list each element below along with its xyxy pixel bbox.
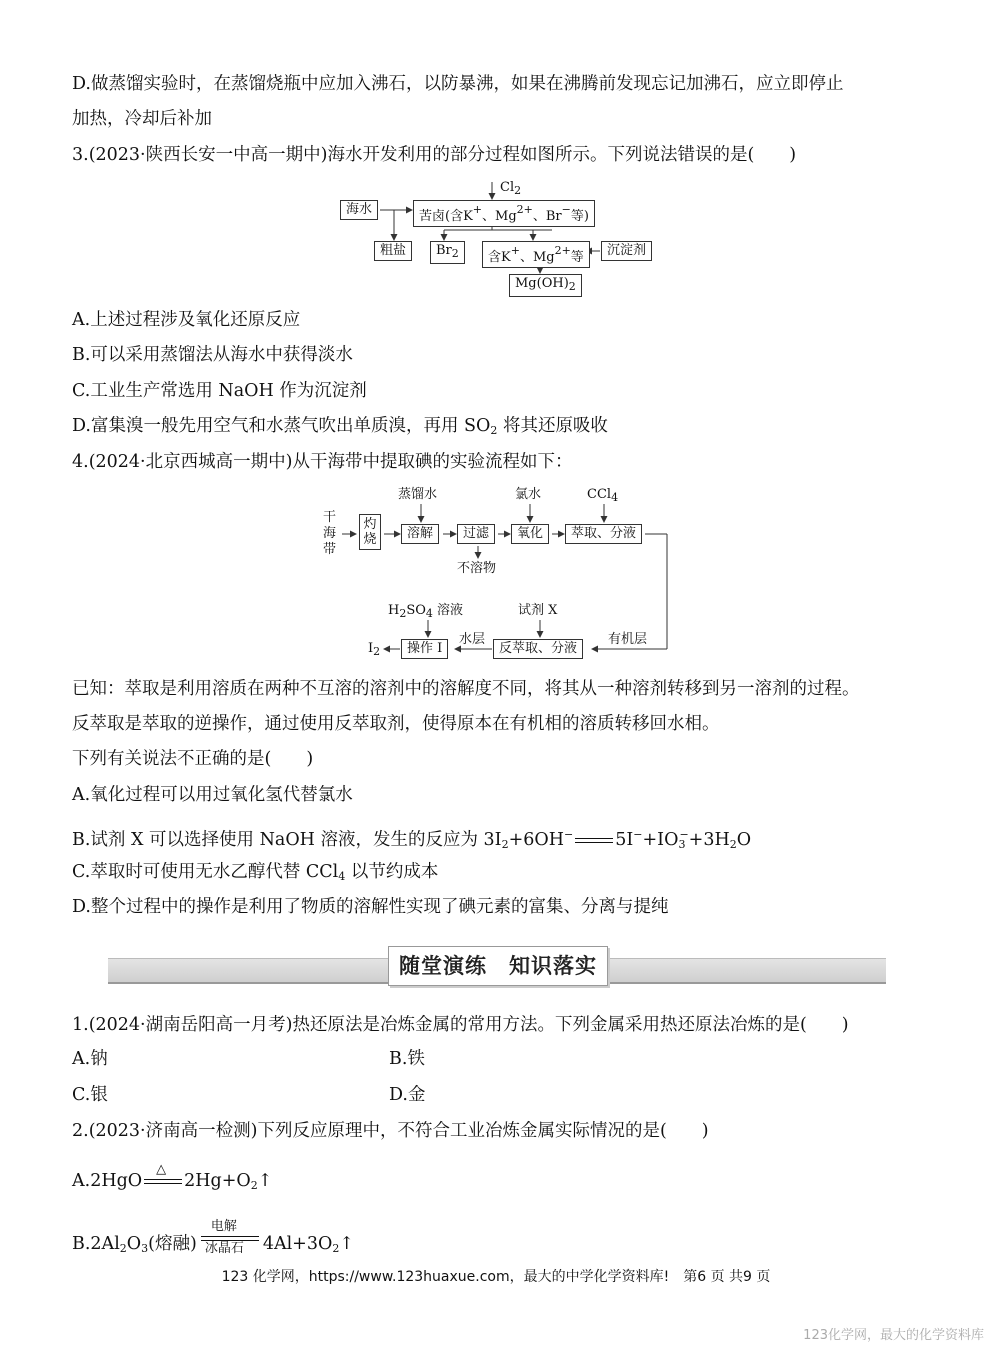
q3-option-a: A.上述过程涉及氧化还原反应 (72, 310, 301, 330)
q4-i2-label: $I_2$ (368, 641, 381, 658)
q4-burn-box: 灼烧 (359, 514, 381, 550)
q4-option-b: B.试剂 X 可以选择使用 NaOH 溶液，发生的反应为 $3I_2+6OH^-$ $5I^-+IO_3^-+3H_2O$ (72, 828, 752, 851)
p2-option-b: $B.2Al_2O_3$(熔融) 电解 冰晶石 $4Al+3O_2↑$ (72, 1218, 354, 1256)
q4-option-a: A.氧化过程可以用过氧化氢代替氯水 (72, 785, 353, 805)
q4-chlorine-water-label: 氯水 (515, 487, 542, 502)
q3-option-b: B.可以采用蒸馏法从海水中获得淡水 (72, 345, 353, 365)
p2-stem: 2.(2023·济南高一检测)下列反应原理中，不符合工业冶炼金属实际情况的是( ) (72, 1121, 709, 1141)
q4-filter-box: 过滤 (457, 524, 495, 544)
q3-bittern-box: 苦卤(含K+、$Mg^{2+}$、Br−等) (413, 200, 595, 227)
q4-distilled-water-label: 蒸馏水 (398, 487, 438, 502)
q3-precipitant-box: 沉淀剂 (601, 241, 652, 261)
banner-title: 随堂演练 知识落实 (388, 946, 608, 986)
p1-option-b: B.铁 (389, 1049, 425, 1069)
q4-extract-box: 萃取、分液 (565, 524, 642, 544)
watermark: 123化学网，最大的化学资料库 (803, 1328, 984, 1343)
q4-operation1-box: 操作 I (401, 639, 448, 659)
q3-crude-salt-box: 粗盐 (374, 241, 412, 261)
q4-organic-layer-label: 有机层 (608, 632, 648, 647)
heat-condition: △ (144, 1177, 182, 1187)
prev-option-d-line1: D.做蒸馏实验时，在蒸馏烧瓶中应加入沸石，以防暴沸，如果在沸腾前发现忘记加沸石，应立即停止 (72, 74, 844, 94)
p2-option-a: A.2HgO △ $2Hg+O_2↑$ (72, 1161, 273, 1192)
p1-option-c: C.银 (72, 1085, 108, 1105)
q4-option-d: D.整个过程中的操作是利用了物质的溶解性实现了碘元素的富集、分离与提纯 (72, 897, 669, 917)
q3-cl2-label: $Cl_2$ (500, 180, 522, 197)
q3-stem: 3.(2023·陕西长安一中高一期中)海水开发利用的部分过程如图所示。下列说法错误的是( ) (72, 145, 797, 165)
q4-stem: 4.(2024·北京西城高一期中)从干海带中提取碘的实验流程如下： (72, 452, 573, 472)
q4-h2so4-label: $H_2SO_4$ 溶液 (388, 603, 464, 620)
p1-option-d: D.金 (389, 1085, 426, 1105)
q3-option-d: D.富集溴一般先用空气和水蒸气吹出单质溴，再用 $SO_2$ 将其还原吸收 (72, 416, 608, 437)
p1-option-a: A.钠 (72, 1049, 108, 1069)
prev-option-d-line2: 加热，冷却后补加 (72, 109, 212, 129)
q3-mgoh2-box: $Mg(OH)_2$ (509, 274, 582, 297)
q3-ions-box: 含K+、$Mg^{2+}$等 (482, 241, 590, 268)
q4-back-extract-box: 反萃取、分液 (493, 639, 583, 659)
q3-seawater-box: 海水 (340, 200, 378, 220)
q4-known-line1: 已知：萃取是利用溶质在两种不互溶的溶剂中的溶解度不同，将其从一种溶剂转移到另一溶剂的过程。 (72, 679, 860, 699)
p1-stem: 1.(2024·湖南岳阳高一月考)热还原法是冶炼金属的常用方法。下列金属采用热还原法冶炼的是( ) (72, 1015, 849, 1035)
electrolysis-condition: 电解 冰晶石 (201, 1240, 259, 1250)
q4-oxidize-box: 氧化 (511, 524, 549, 544)
equals-sign (575, 836, 613, 846)
q4-dry-kelp-label: 干海带 (323, 510, 337, 557)
q4-ccl4-label: CCl$_4$ (587, 487, 619, 504)
q4-insoluble-label: 不溶物 (457, 561, 497, 576)
page-footer: 123 化学网，https://www.123huaxue.com，最大的中学化学资料库! 第6 页 共9 页 (221, 1269, 771, 1285)
section-banner (108, 946, 886, 986)
q4-known-line2: 反萃取是萃取的逆操作，通过使用反萃取剂，使得原本在有机相的溶质转移回水相。 (72, 714, 720, 734)
q4-dissolve-box: 溶解 (401, 524, 439, 544)
q4-water-layer-label: 水层 (459, 632, 486, 647)
q4-option-c: C.萃取时可使用无水乙醇代替 CCl$_4$ 以节约成本 (72, 862, 439, 883)
q4-question: 下列有关说法不正确的是( ) (72, 749, 314, 769)
q3-br2-box: $Br_2$ (430, 241, 465, 264)
q3-option-c: C.工业生产常选用 NaOH 作为沉淀剂 (72, 381, 367, 401)
q4-reagent-x-label: 试剂 X (518, 603, 558, 618)
